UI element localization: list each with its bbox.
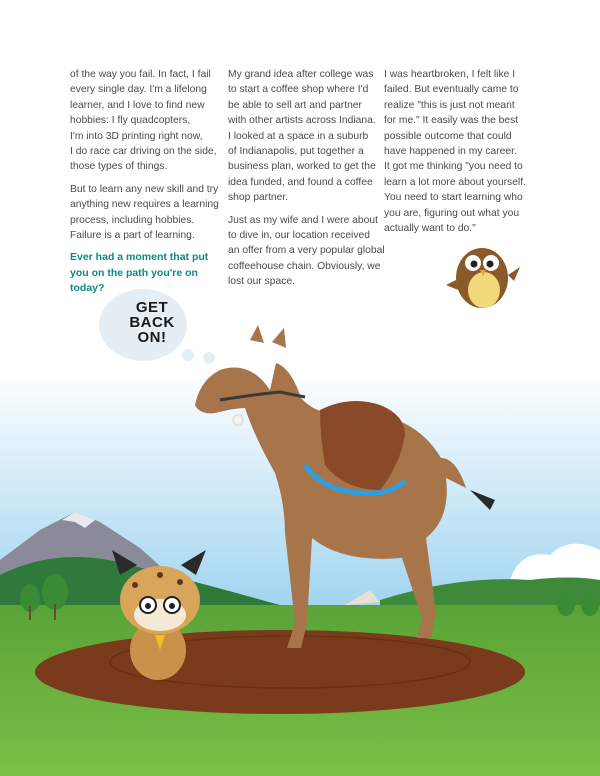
paragraph: of the way you fail. In fact, I fail every single day. I'm a lifelong learner, and I love to find new hobbies: I fly quadcopters, I'm into 3D printing right now, I do race car driving on the side, those types of things.: [70, 69, 217, 173]
paragraph: But to learn any new skill and try anything new requires a learning process, including hobbies. Failure is a part of learning.: [70, 183, 219, 242]
column-1: [70, 67, 230, 297]
paragraph: My grand idea after college was to start a coffee shop where I'd be able to sell art and partner with other artists across Indiana. I looked at a space in a suburb of Indianapolis, put together a business plan, worked to get the idea funded, and found a coffee shop partner.: [228, 69, 376, 204]
column-2: [228, 67, 388, 297]
thought-bubble-text: GET BACK ON!: [129, 299, 175, 346]
paragraph: I was heartbroken, I felt like I failed. But eventually came to realize "this is just not meant for me." It easily was the best possible outcome that could have happened in my career. It got me thinking "you need to learn a lot more about yourself. You need to start learning who you are, figuring out what you actually want to do.": [384, 69, 526, 235]
owl: [446, 248, 520, 308]
paragraph: Just as my wife and I were about to dive in, our location received an offer from a very popular global coffeehouse chain. Obviously, we lost our space.: [228, 214, 385, 288]
mud-puddle: [35, 630, 525, 714]
column-3: [384, 67, 544, 243]
question-heading: Ever had a moment that put you on the path you're on today?: [70, 251, 209, 295]
